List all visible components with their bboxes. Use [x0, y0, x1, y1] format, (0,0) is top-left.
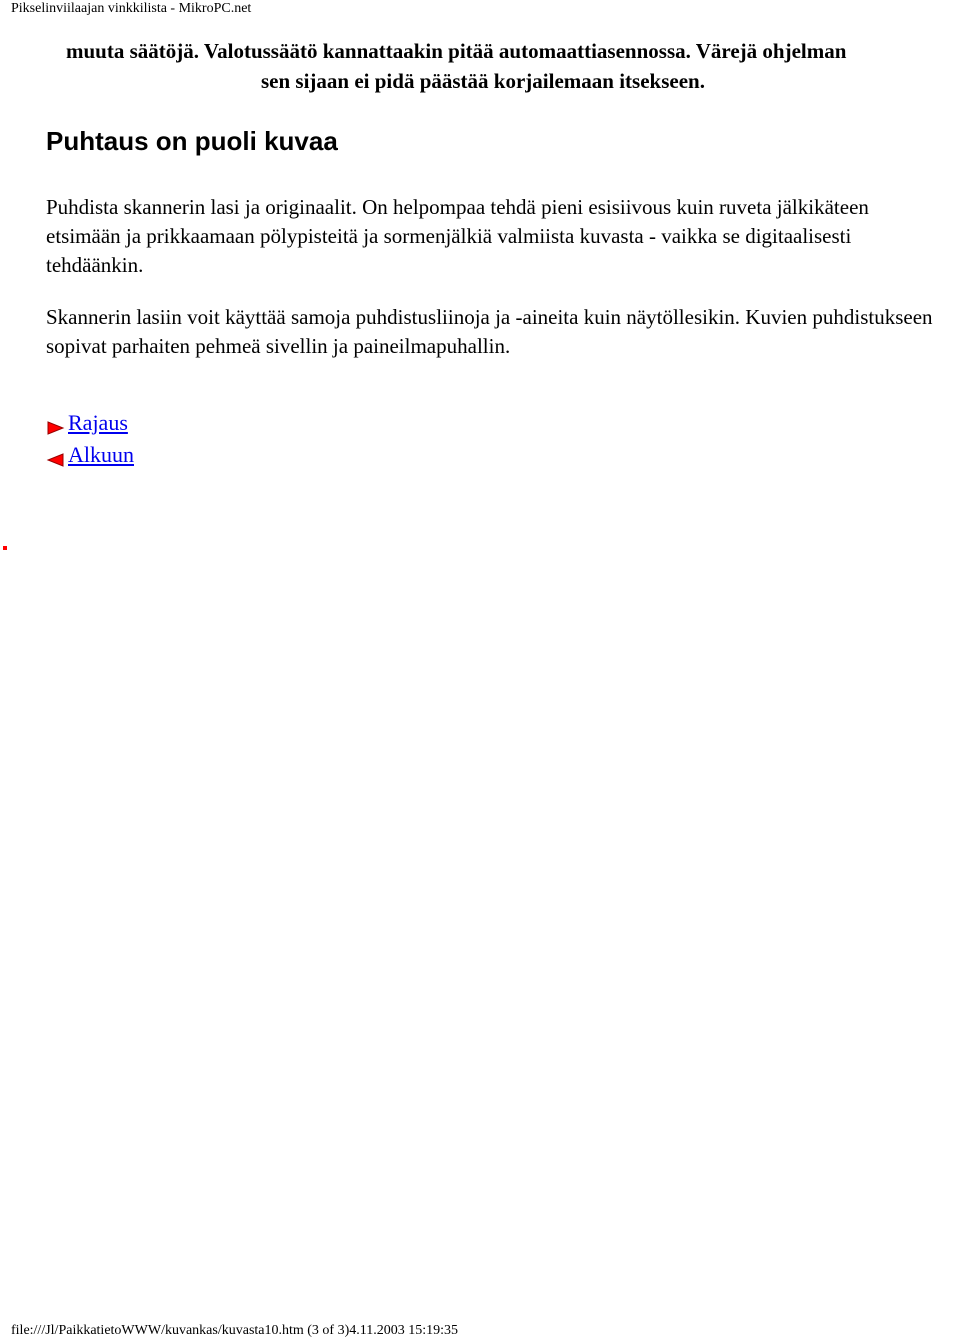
nav-next[interactable] — [46, 407, 128, 439]
nav-back[interactable] — [46, 439, 134, 471]
red-dot-marker — [3, 546, 7, 550]
next-page-link[interactable]: Rajaus — [68, 410, 128, 435]
back-to-start-link[interactable]: Alkuun — [68, 442, 134, 467]
print-footer-path: file:///Jl/PaikkatietoWWW/kuvankas/kuvasta10.htm (3 of 3)4.11.2003 15:19:35 — [11, 1323, 459, 1338]
section-heading: Puhtaus on puoli kuvaa — [46, 126, 338, 156]
arrow-left-icon[interactable] — [46, 446, 68, 464]
paragraph-cleaning-originals: Puhdista skannerin lasi ja originaalit. On helpompaa tehdä pieni esisiivous kuin ruveta jälkikäteen etsimään ja prikkaamaan pölypisteitä ja sormenjälkiä valmiista kuvasta - vaikka se digitaalisesti tehdäänkin. — [46, 195, 869, 277]
intro-text-line-2: sen sijaan ei pidä päästää korjailemaan itsekseen. — [261, 69, 705, 93]
print-header-title: Pikselinviilaajan vinkkilista - MikroPC.net — [11, 1, 252, 16]
paragraph-cleaning-tools: Skannerin lasiin voit käyttää samoja puhdistusliinoja ja -aineita kuin näytöllesikin. Kuvien puhdistukseen sopivat parhaiten pehmeä sivellin ja paineilmapuhallin. — [46, 305, 933, 358]
arrow-right-icon[interactable] — [46, 414, 68, 432]
intro-text-line-1: muuta säätöjä. Valotussäätö kannattaakin pitää automaattiasennossa. Värejä ohjelman — [66, 39, 847, 63]
